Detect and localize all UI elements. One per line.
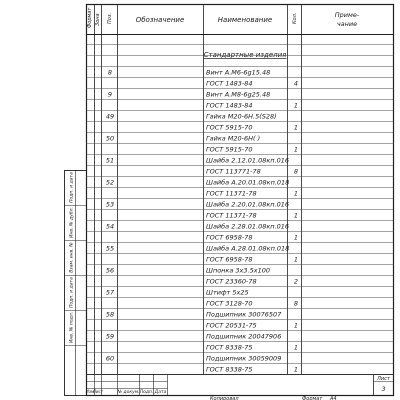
row-quantity: 1	[293, 343, 299, 352]
header-pos: Поз.	[107, 12, 113, 24]
table-row	[87, 190, 394, 199]
table-row	[87, 212, 394, 221]
row-position: 49	[105, 112, 115, 121]
row-quantity: 1	[293, 101, 299, 110]
header-designation: Обозначение	[135, 16, 185, 24]
footer-list: Лист	[92, 389, 104, 394]
row-position: 59	[105, 332, 115, 341]
header-qty: Кол.	[292, 12, 298, 24]
header-note-1: Приме-	[334, 11, 360, 19]
row-position: 58	[105, 310, 115, 319]
table-row	[87, 135, 394, 144]
row-position: 53	[105, 200, 115, 209]
row-position: 57	[105, 288, 115, 297]
row-name: Шайба 2.28.01.08кп.016	[206, 222, 290, 231]
table-row	[87, 267, 394, 276]
row-quantity: 2	[293, 277, 299, 286]
row-quantity: 1	[293, 211, 299, 220]
table-row	[87, 234, 394, 243]
row-position: 9	[107, 90, 113, 99]
row-name: Шайба 2.12.01.08кп.016	[206, 156, 290, 165]
row-name: Шайба 2.20.01.08кп.016	[206, 200, 290, 209]
footer-podp: Подп.	[139, 390, 154, 395]
row-name: Подшипник 30059009	[206, 354, 282, 363]
row-position: 50	[105, 134, 115, 143]
row-quantity: 8	[293, 167, 299, 176]
header-zone: Зона	[95, 13, 101, 26]
row-quantity: 1	[293, 123, 299, 132]
sheet-number: 3	[381, 386, 386, 393]
row-position: 52	[105, 178, 115, 187]
table-row	[87, 146, 394, 155]
table-row	[87, 278, 394, 287]
header-note-2: чание	[336, 20, 358, 28]
table-row	[87, 344, 394, 353]
header-name: Наименование	[217, 16, 273, 24]
table-row	[87, 333, 394, 342]
table-row	[87, 245, 394, 254]
row-position: 60	[105, 354, 115, 363]
row-quantity: 1	[293, 255, 299, 264]
row-name: ГОСТ 1483-84	[206, 101, 253, 110]
row-name: ГОСТ 6958-78	[206, 255, 253, 264]
row-name: Винт А.М8-6g25.48	[206, 90, 271, 99]
table-row	[87, 366, 394, 375]
header-format: Формат	[87, 7, 93, 28]
table-row	[87, 124, 394, 133]
footer-doc-no: № докум.	[117, 390, 140, 395]
side-label: Инв. № подл.	[69, 311, 75, 344]
table-row	[87, 256, 394, 265]
table-row	[87, 322, 394, 331]
row-name: Штифт 5х25	[206, 288, 249, 297]
table-row	[87, 311, 394, 320]
title-block	[86, 376, 391, 400]
row-quantity: 1	[293, 189, 299, 198]
row-position: 51	[105, 156, 115, 165]
format-label: Формат	[302, 396, 323, 400]
row-quantity: 1	[293, 365, 299, 374]
row-name: ГОСТ 1483-84	[206, 79, 253, 88]
row-quantity: 8	[293, 299, 299, 308]
table-row	[87, 69, 394, 78]
row-name: Подшипник 20047906	[206, 332, 282, 341]
row-name: ГОСТ 5915-70	[206, 145, 253, 154]
row-name: Винт А.М6-6g15.48	[206, 68, 271, 77]
side-label: Взам. инв. №	[69, 242, 75, 273]
table-row	[87, 179, 394, 188]
row-name: ГОСТ 6958-78	[206, 233, 253, 242]
row-position: 54	[105, 222, 115, 231]
footer-data: Дата	[154, 390, 167, 395]
sheet-label: Лист	[377, 376, 390, 382]
side-label: Подп. и дата	[69, 277, 75, 308]
table-row	[87, 168, 394, 177]
row-quantity: 1	[293, 321, 299, 330]
spec-rows	[87, 45, 394, 375]
side-label: Подп. и дата	[69, 172, 75, 203]
row-quantity: 4	[293, 79, 299, 88]
row-name: Шайба А.20.01.08кп.018	[206, 178, 290, 187]
table-header	[87, 7, 360, 28]
table-row	[87, 289, 394, 298]
table-row	[87, 355, 394, 364]
copied-label: Копировал	[210, 396, 239, 400]
table-row	[87, 223, 394, 232]
format-value: А4	[330, 396, 337, 400]
table-row	[87, 157, 394, 166]
table-row	[87, 80, 394, 89]
row-quantity: 1	[293, 233, 299, 242]
row-position: 55	[105, 244, 115, 253]
row-position: 8	[107, 68, 113, 77]
row-name: Гайка М20-6Н( )	[206, 134, 261, 143]
row-name: Подшипник 30076507	[206, 310, 282, 319]
table-row	[87, 113, 394, 122]
row-name: ГОСТ 11371-78	[206, 211, 257, 220]
row-name: ГОСТ 8338-75	[206, 343, 253, 352]
row-name: ГОСТ 3128-70	[206, 299, 253, 308]
left-margin	[60, 0, 64, 400]
side-strip	[69, 172, 75, 343]
row-name: ГОСТ 11371-78	[206, 189, 257, 198]
row-name: Шпонка 3х3.5х100	[206, 266, 270, 275]
row-name: ГОСТ 5915-70	[206, 123, 253, 132]
table-row	[87, 91, 394, 100]
row-name: ГОСТ 8338-75	[206, 365, 253, 374]
section-title: Стандартные изделия	[203, 51, 287, 59]
row-position: 56	[105, 266, 115, 275]
footer-izm: Изм.	[85, 389, 96, 394]
row-name: ГОСТ 23360-78	[206, 277, 257, 286]
row-name: Гайка М20-6Н.5(S28)	[206, 112, 277, 121]
row-quantity: 1	[293, 145, 299, 154]
row-name: Шайба А.28.01.08кп.018	[206, 244, 290, 253]
row-name: ГОСТ 113771-78	[206, 167, 261, 176]
table-row	[87, 102, 394, 111]
side-label: Инв. № дубл.	[69, 207, 75, 238]
row-name: ГОСТ 20531-75	[206, 321, 257, 330]
table-row	[87, 300, 394, 309]
table-row	[87, 201, 394, 210]
